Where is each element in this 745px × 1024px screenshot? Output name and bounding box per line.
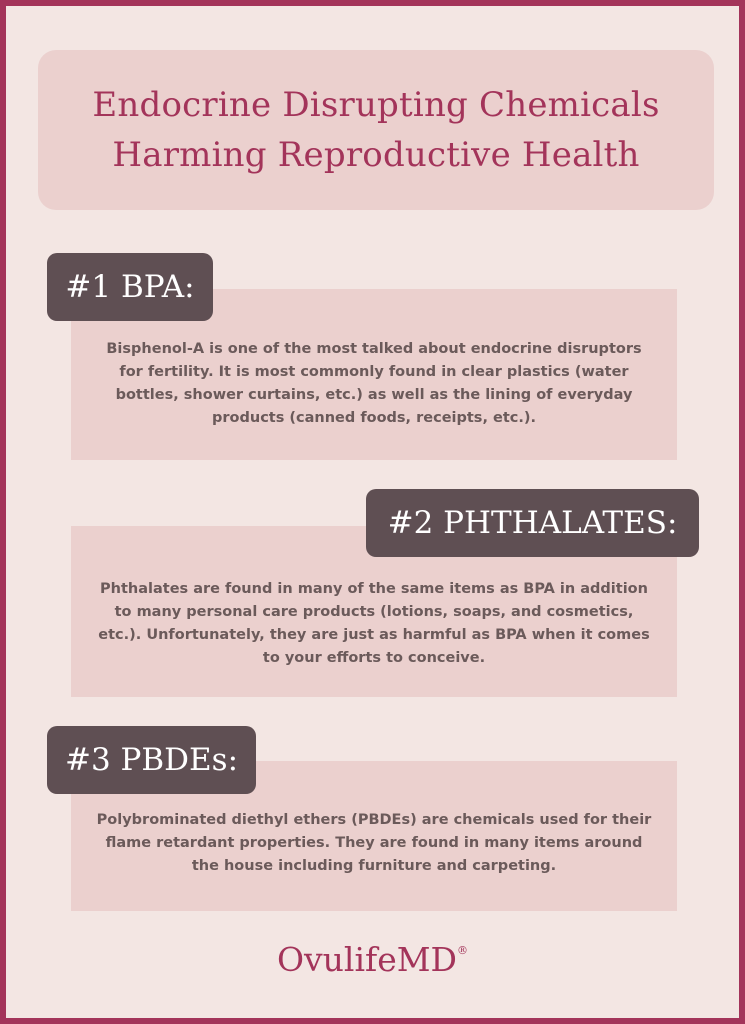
- bpa-description: Bisphenol-A is one of the most talked about endocrine disruptors for fertility. It is most commonly found in clear plastics (water bottles, shower curtains, etc.) as well as the lining of everyday products (canned foods, receipts, etc.).: [106, 340, 642, 426]
- ovulifemd-logo: [6, 940, 739, 979]
- title-line-1: Endocrine Disrupting Chemicals: [92, 85, 660, 125]
- pbdes-description: Polybrominated diethyl ethers (PBDEs) are chemicals used for their flame retardant properties. They are found in many items around the house including furniture and carpeting.: [96, 811, 652, 874]
- phthalates-tag: #2 PHTHALATES:: [366, 489, 699, 557]
- registered-mark: ®: [457, 944, 469, 957]
- phthalates-description: Phthalates are found in many of the same items as BPA in addition to many personal care products (lotions, soaps, and cosmetics, etc.). Unfortunately, they are just as harmful as BPA when it comes to your efforts to conceive.: [98, 580, 650, 666]
- logo-text: OvulifeMD: [276, 940, 458, 979]
- bpa-tag: #1 BPA:: [47, 253, 213, 321]
- title-line-2: Harming Reproductive Health: [112, 135, 640, 175]
- infographic-frame: [6, 6, 739, 1018]
- title-box: [38, 50, 714, 210]
- pbdes-tag: #3 PBDEs:: [47, 726, 256, 794]
